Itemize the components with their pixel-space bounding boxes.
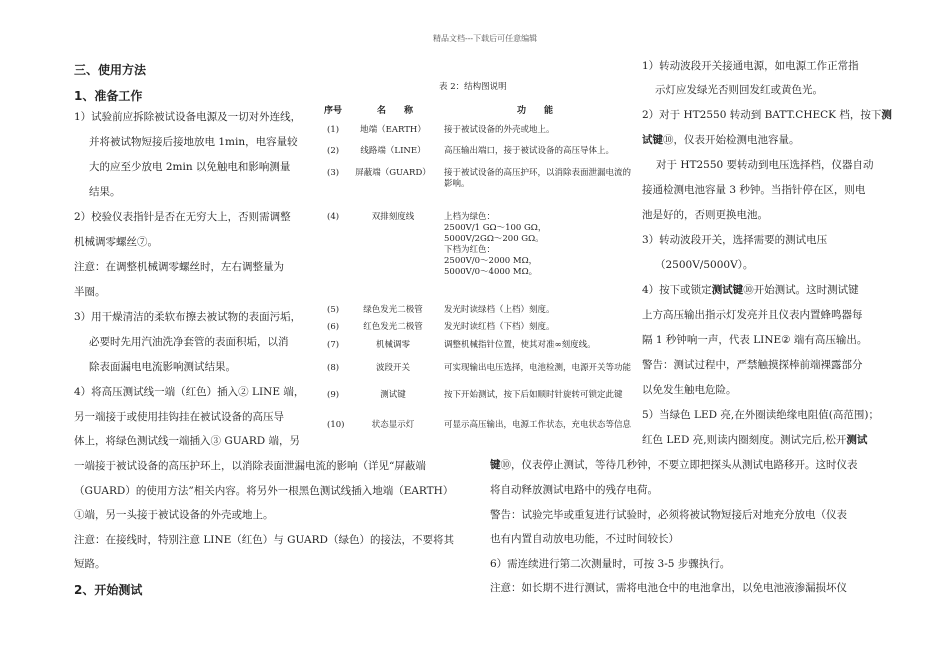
- table-cell-no: (8): [327, 363, 340, 373]
- table-cell-name: 绿色发光二极管: [363, 305, 423, 315]
- r-step5-line4: 将自动释放测试电路中的残存电荷。: [490, 484, 658, 496]
- note2-line2: 短路。: [74, 558, 106, 570]
- table-cell-name: 红色发光二极管: [363, 322, 423, 332]
- step4-cont-line2: （GUARD）的使用方法”相关内容。将另外一根黑色测试线插入地端（EARTH）: [74, 485, 454, 497]
- table-cell-no: (2): [327, 146, 340, 156]
- table-caption: 表 2：结构图说明: [439, 82, 507, 92]
- table-cell-name: 波段开关: [375, 363, 410, 373]
- table-cell-no: (3): [327, 168, 340, 178]
- r-step5-line1: 5）当绿色 LED 亮,在外圈读绝缘电阻值(高范围)；: [642, 409, 879, 421]
- r-p3-line2: 接通检测电池容量 3 秒钟。当指针停在区，则电: [642, 184, 866, 196]
- note2-line1: 注意：在接线时，特别注意 LINE（红色）与 GUARD（绿色）的接法，不要将其: [74, 534, 454, 546]
- table-header-no: 序号: [324, 106, 343, 116]
- r-step1-line1: 1）转动波段开关接通电源，如电源工作正常指: [642, 60, 859, 72]
- r-step3-line2: （2500V/5000V）。: [655, 259, 754, 271]
- test-key-bold: 试键: [642, 134, 663, 146]
- table-cell-no: (5): [327, 305, 340, 315]
- step4-line1: 4）将高压测试线一端（红色）插入② LINE 端，: [74, 386, 305, 398]
- table-cell-function: 按下开始测试，按下后如顺时针旋转可锁定此键: [444, 390, 623, 400]
- note1-line1: 注意：在调整机械调零螺丝时，左右调整量为: [74, 261, 284, 273]
- table-cell-function: 发光时读绿档（上档）刻度。: [444, 305, 555, 315]
- table-header-func: 功 能: [517, 106, 554, 116]
- r-step6: 6）需连续进行第二次测量时，可按 3-5 步骤执行。: [490, 558, 731, 570]
- table-cell-function: 发光时读红档（下档）刻度。: [444, 322, 555, 332]
- table-cell-name: 线路端（LINE）: [360, 146, 426, 156]
- table-cell-function: 可实现输出电压选择，电池检测，电源开关等功能: [444, 363, 632, 373]
- r-p3-line3: 池是好的，否则更换电池。: [642, 209, 768, 221]
- table-cell-function: 上档为绿色： 2500V/1 GΩ～100 GΩ， 5000V/2GΩ～200 GΩ。 下档为红色： 2500V/0～2000 MΩ， 5000V/0～4000 MΩ。: [444, 212, 547, 277]
- table-cell-function: 高压输出端口，接于被试设备的高压导体上。: [444, 146, 615, 156]
- step1-line1: 1）试验前应拆除被试设备电源及一切对外连线，: [74, 111, 302, 123]
- step4-line2: 另一端接于或使用挂钩挂在被试设备的高压导: [74, 411, 284, 423]
- r-step4-line2: 上方高压输出指示灯发亮并且仪表内置蜂鸣器每: [642, 309, 863, 321]
- step1-line4: 结果。: [89, 186, 121, 198]
- r-warning2-line2: 也有内置自动放电功能，不过时间较长）: [490, 533, 679, 545]
- r-step1-line2: 示灯应发绿光否则回发红或黄色光。: [655, 84, 823, 96]
- step3-line3: 除表面漏电电流影响测试结果。: [89, 361, 236, 373]
- r-step4-line1: 4）按下或锁定测试键⑩开始测试。这时测试键: [642, 284, 859, 296]
- step3-line2: 必要时先用汽油洗净套管的表面积垢，以消: [89, 336, 289, 348]
- table-cell-function: 接于被试设备的高压护环，以消除表面泄漏电流的影响。: [444, 168, 632, 189]
- r-warning1-line2: 以免发生触电危险。: [642, 384, 737, 396]
- test-key-bold: 键: [490, 459, 501, 471]
- heading-start-test: 2、开始测试: [74, 583, 143, 597]
- table-cell-no: (4): [327, 212, 340, 222]
- step2-line1: 2）校验仪表指针是否在无穷大上，否则需调整: [74, 211, 291, 223]
- table-cell-no: (6): [327, 322, 340, 332]
- table-cell-no: (10): [327, 420, 345, 430]
- r-p3-line1: 对于 HT2550 要转动到电压选择档，仪器自动: [656, 159, 874, 171]
- table-cell-name: 机械调零: [375, 340, 410, 350]
- table-cell-name: 双排刻度线: [371, 212, 415, 222]
- test-key-bold: 测试键: [711, 284, 744, 296]
- table-header-name: 名 称: [377, 106, 414, 116]
- step2-line2: 机械调零螺丝⑦。: [74, 236, 158, 248]
- table-cell-no: (1): [327, 125, 340, 135]
- step4-cont-line1: 一端接于被试设备的高压护环上，以消除表面泄漏电流的影响（详见“屏蔽端: [74, 460, 426, 472]
- table-cell-name: 屏蔽端（GUARD）: [355, 168, 431, 178]
- step4-line3: 体上，将绿色测试线一端插入③ GUARD 端，另: [74, 435, 300, 447]
- table-cell-no: (7): [327, 340, 340, 350]
- r-note-battery: 注意：如长期不进行测试，需将电池仓中的电池拿出，以免电池液渗漏损坏仪: [490, 582, 847, 594]
- table-cell-name: 状态显示灯: [371, 420, 415, 430]
- table-cell-no: (9): [327, 390, 340, 400]
- step3-line1: 3）用干燥清洁的柔软布擦去被试物的表面污垢，: [74, 311, 302, 323]
- table-cell-function: 接于被试设备的外壳或地上。: [444, 125, 555, 135]
- r-step5-line3: 键⑩，仪表停止测试，等待几秒钟，不要立即把探头从测试电路移开。这时仪表: [490, 459, 858, 471]
- note1-line2: 半圈。: [74, 286, 106, 298]
- step4-cont-line3: ①端，另一头接于被试设备的外壳或地上。: [74, 509, 274, 521]
- step1-line2: 并将被试物短接后接地放电 1min，电容量较: [89, 136, 298, 148]
- r-warning2-line1: 警告：试验完毕或重复进行试验时，必须将被试物短接后对地充分放电（仪表: [490, 509, 847, 521]
- table-cell-function: 调整机械指针位置，使其对准∞刻度线。: [444, 340, 596, 350]
- r-step3-line1: 3）转动波段开关，选择需要的测试电压: [642, 234, 828, 246]
- table-cell-function: 可显示高压输出，电源工作状态，充电状态等信息: [444, 420, 632, 430]
- table-cell-name: 地端（EARTH）: [360, 125, 426, 135]
- table-cell-name: 测试键: [380, 390, 406, 400]
- test-key-bold: 测试: [846, 434, 868, 446]
- step1-line3: 大的应至少放电 2min 以免触电和影响测量: [89, 161, 291, 173]
- page-header: 精品文档---下载后可任意编辑: [433, 34, 538, 43]
- r-step2-line2: 试键⑩，仪表开始检测电池容量。: [642, 134, 800, 146]
- r-warning1-line1: 警告：测试过程中，严禁触摸探棒前端裸露部分: [642, 359, 863, 371]
- heading-prep: 1、准备工作: [74, 89, 143, 103]
- r-step2-line1: 2）对于 HT2550 转动到 BATT.CHECK 档，按下测: [642, 109, 892, 121]
- section-title: 三、使用方法: [74, 63, 147, 77]
- test-key-bold: 测: [881, 109, 892, 121]
- r-step4-line3: 隔 1 秒钟响一声，代表 LINE② 端有高压输出。: [642, 334, 868, 346]
- r-step5-line2: 红色 LED 亮,则读内圈刻度。测试完后,松开测试: [642, 434, 868, 446]
